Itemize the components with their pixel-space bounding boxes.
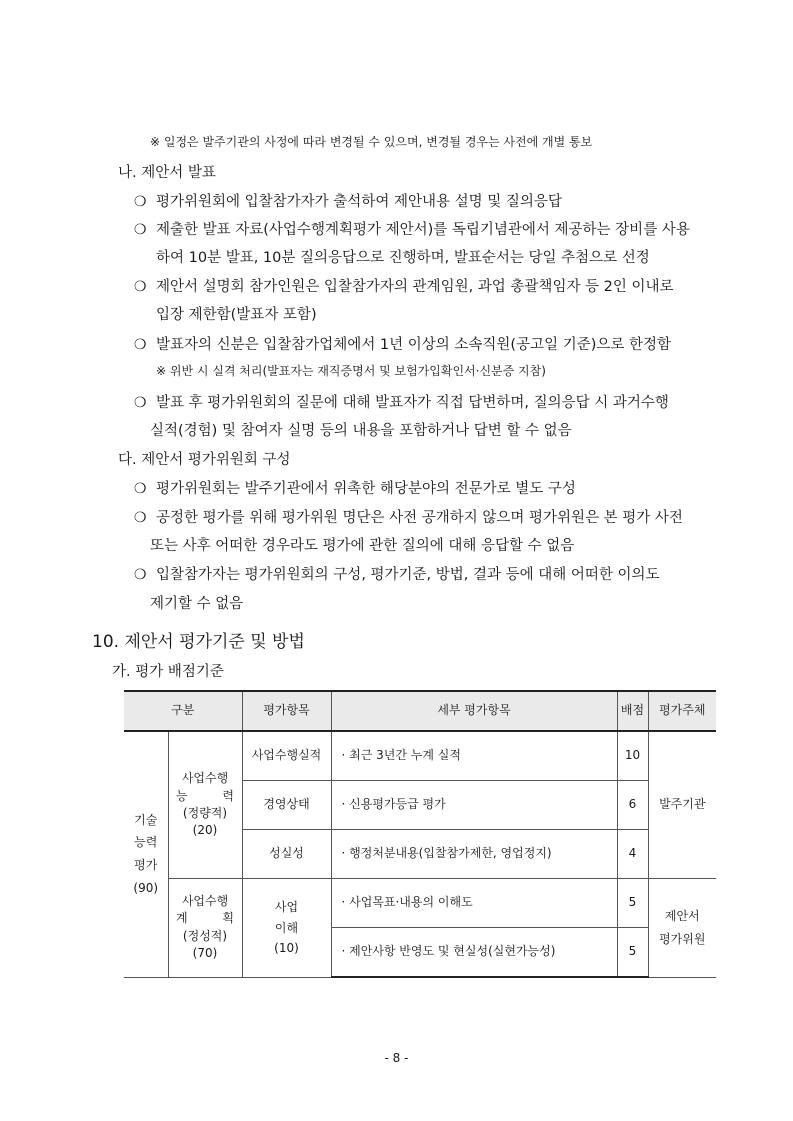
group-qualitative-cell: 사업수행 계 획 (정성적) (70) — [168, 879, 242, 978]
page-number: - 8 - — [384, 1051, 409, 1065]
score-cell: 6 — [617, 781, 648, 830]
item-cell: 사업 이해 (10) — [242, 879, 331, 978]
detail-cell: · 제안사항 반영도 및 현실성(실현가능성) — [331, 928, 617, 978]
list-item-continuation: 제기할 수 없음 — [150, 596, 244, 612]
list-item-continuation: 하여 10분 발표, 10분 질의응답으로 진행하며, 발표순서는 당일 추첨으로 선정 — [156, 250, 650, 266]
section-ga-title: 가. 평가 배점기준 — [112, 664, 224, 680]
schedule-note: ※ 일정은 발주기관의 사정에 따라 변경될 수 있으며, 변경될 경우는 사전에 개별 통보 — [150, 135, 593, 149]
item-cell: 경영상태 — [242, 781, 331, 830]
detail-cell: · 최근 3년간 누계 실적 — [331, 731, 617, 781]
header-detail: 세부 평가항목 — [331, 691, 617, 731]
violation-note: ※ 위반 시 실격 처리(발표자는 재직증명서 및 보험가입확인서·신분증 지참) — [156, 364, 546, 378]
list-item-continuation: 또는 사후 어떠한 경우라도 평가에 관한 질의에 대해 응답할 수 없음 — [150, 538, 575, 554]
tech-ability-cell: 기술 능력 평가 (90) — [124, 731, 168, 977]
section-10-title: 10. 제안서 평가기준 및 방법 — [92, 632, 305, 652]
bullet-icon: ❍ — [134, 279, 147, 295]
list-item: ❍ 제안서 설명회 참가인원은 입찰참가자의 관계임원, 과업 총괄책임자 등 2인 이내로 — [134, 279, 674, 295]
section-na-title: 나. 제안서 발표 — [118, 165, 216, 181]
list-item: ❍ 평가위원회는 발주기관에서 위촉한 해당분야의 전문가로 별도 구성 — [134, 481, 576, 497]
evaluator-cell: 제안서 평가위원 — [648, 879, 716, 978]
bullet-icon: ❍ — [134, 510, 147, 526]
table-row — [124, 731, 716, 781]
bullet-icon: ❍ — [134, 194, 147, 210]
bullet-icon: ❍ — [134, 481, 147, 497]
header-score: 배점 — [617, 691, 648, 731]
table-row — [124, 879, 716, 928]
bullet-icon: ❍ — [134, 337, 147, 353]
detail-cell: · 사업목표·내용의 이해도 — [331, 879, 617, 928]
list-item-continuation: 입장 제한함(발표자 포함) — [156, 307, 317, 323]
header-evaluator: 평가주체 — [648, 691, 716, 731]
header-category: 구분 — [124, 691, 242, 731]
list-item: ❍ 발표 후 평가위원회의 질문에 대해 발표자가 직접 답변하며, 질의응답 시 과거수행 — [134, 395, 669, 411]
score-cell: 5 — [617, 928, 648, 978]
score-cell: 10 — [617, 731, 648, 781]
item-cell: 사업수행실적 — [242, 731, 331, 781]
bullet-icon: ❍ — [134, 395, 147, 411]
bullet-icon: ❍ — [134, 222, 147, 238]
list-item: ❍ 평가위원회에 입찰참가자가 출석하여 제안내용 설명 및 질의응답 — [134, 194, 562, 210]
detail-cell: · 행정처분내용(입찰참가제한, 영업정지) — [331, 830, 617, 879]
detail-cell: · 신용평가등급 평가 — [331, 781, 617, 830]
evaluation-criteria-table — [124, 690, 716, 978]
score-cell: 5 — [617, 879, 648, 928]
list-item: ❍ 발표자의 신분은 입찰참가업체에서 1년 이상의 소속직원(공고일 기준)으로 한정함 — [134, 337, 672, 353]
list-item: ❍ 입찰참가자는 평가위원회의 구성, 평가기준, 방법, 결과 등에 대해 어떠한 이의도 — [134, 567, 660, 583]
header-item: 평가항목 — [242, 691, 331, 731]
evaluator-cell: 발주기관 — [648, 731, 716, 879]
list-item: ❍ 제출한 발표 자료(사업수행계획평가 제안서)를 독립기념관에서 제공하는 장비를 사용 — [134, 222, 690, 238]
item-cell: 성실성 — [242, 830, 331, 879]
bullet-icon: ❍ — [134, 567, 147, 583]
score-cell: 4 — [617, 830, 648, 879]
group-quantitative-cell: 사업수행 능 력 (정량적) (20) — [168, 731, 242, 879]
list-item-continuation: 실적(경험) 및 참여자 실명 등의 내용을 포함하거나 답변 할 수 없음 — [150, 423, 572, 439]
table-header-row — [124, 691, 716, 731]
list-item: ❍ 공정한 평가를 위해 평가위원 명단은 사전 공개하지 않으며 평가위원은 본 평가 사전 — [134, 510, 683, 526]
section-da-title: 다. 제안서 평가위원회 구성 — [118, 452, 291, 468]
